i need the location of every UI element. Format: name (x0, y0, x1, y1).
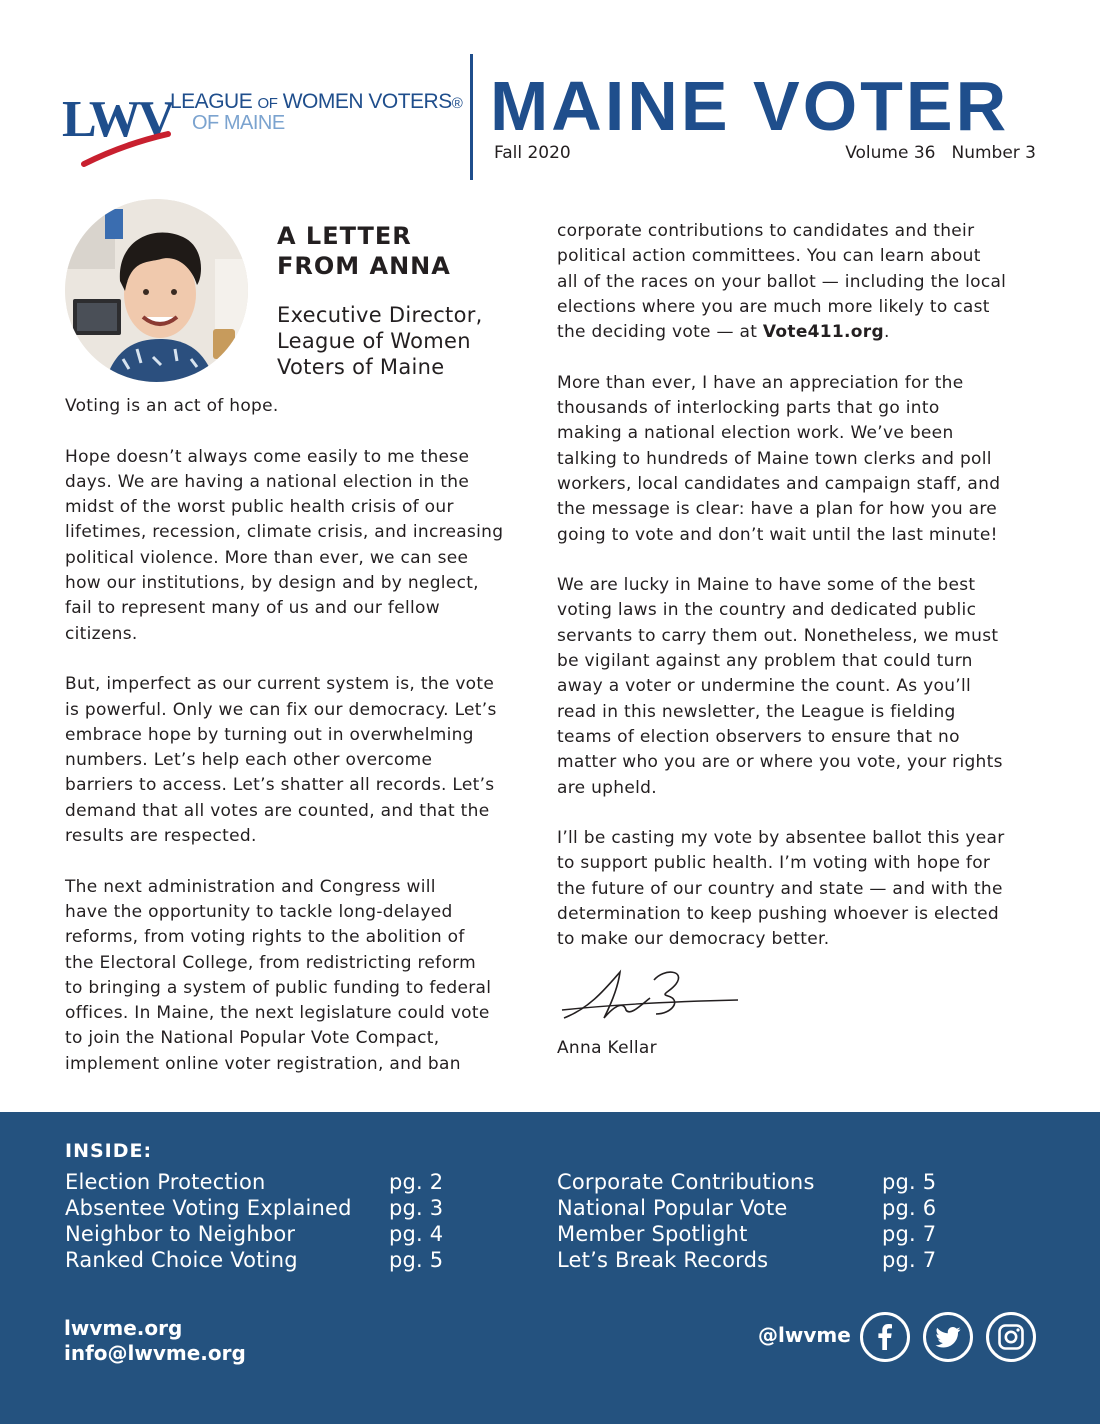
toc-item-page: pg. 6 (882, 1196, 937, 1220)
toc-item-title: Absentee Voting Explained (65, 1196, 352, 1220)
footer-band (0, 1112, 1100, 1424)
toc-item-title: Member Spotlight (557, 1222, 748, 1246)
signer-name: Anna Kellar (557, 1038, 657, 1058)
toc-item-page: pg. 7 (882, 1248, 937, 1272)
issue-number: Number 3 (951, 143, 1036, 163)
lwv-logo[interactable] (62, 80, 462, 170)
author-role: Executive Director, League of Women Voters of Maine (277, 303, 483, 379)
toc-item[interactable] (65, 1195, 444, 1221)
email-link[interactable]: info@lwvme.org (64, 1341, 246, 1365)
header-divider (470, 54, 473, 180)
social-handle: @lwvme (758, 1323, 851, 1347)
toc-item-title: National Popular Vote (557, 1196, 788, 1220)
toc-item-page: pg. 7 (882, 1222, 937, 1246)
letter-paragraph: More than ever, I have an appreciation for the thousands of interlocking parts that go into making a national election work. We’ve been talking to hundreds of Maine town clerks and poll workers, local candidates and campaign staff, and the message is clear: have a plan for how you are going to vote and don’t wait until the last minute! (557, 372, 1001, 545)
lwv-logo-mark (62, 84, 172, 170)
toc-item-page: pg. 3 (389, 1196, 444, 1220)
toc-item-page: pg. 2 (389, 1170, 444, 1194)
newsletter-title: MAINE VOTER (490, 67, 1010, 145)
toc-item[interactable] (557, 1247, 937, 1273)
instagram-glyph (997, 1323, 1025, 1351)
toc-item-page: pg. 5 (882, 1170, 937, 1194)
letter-paragraph: We are lucky in Maine to have some of the best voting laws in the country and dedicated public servants to carry them out. Nonetheless, we must be vigilant against any problem that could turn away a voter or undermine the count. As you’ll read in this newsletter, the League is fielding teams of election observers to ensure that no matter who you are or where you vote, your rights are upheld. (557, 575, 1003, 798)
letter-paragraph: Voting is an act of hope. (65, 396, 279, 416)
logo-org-name: LEAGUE OF WOMEN VOTERS® (170, 90, 463, 113)
masthead-header (0, 0, 1100, 190)
table-of-contents-left (65, 1169, 444, 1273)
facebook-glyph (870, 1322, 900, 1352)
toc-item[interactable] (65, 1221, 444, 1247)
toc-item[interactable] (557, 1221, 937, 1247)
issue-volume: Volume 36 (845, 143, 936, 163)
letter-column-left (65, 394, 533, 1077)
toc-item[interactable] (557, 1169, 937, 1195)
letter-column-right (557, 219, 1037, 953)
toc-item-title: Corporate Contributions (557, 1170, 815, 1194)
author-photo (65, 199, 248, 382)
author-portrait-illustration (65, 199, 248, 382)
website-link[interactable]: lwvme.org (64, 1316, 183, 1340)
vote411-link[interactable]: Vote411.org (762, 322, 884, 343)
toc-item-page: pg. 4 (389, 1222, 444, 1246)
letter-paragraph: I’ll be casting my vote by absentee ballot this year to support public health. I’m voting with hope for the future of our country and state — and with the determination to keep pushing whoever is elected to make our democracy better. (557, 828, 1005, 950)
toc-item-title: Election Protection (65, 1170, 266, 1194)
instagram-icon[interactable] (986, 1312, 1036, 1362)
toc-item-title: Neighbor to Neighbor (65, 1222, 296, 1246)
issue-season: Fall 2020 (494, 143, 571, 163)
letter-paragraph: But, imperfect as our current system is, the vote is powerful. Only we can fix our democracy. Let’s embrace hope by turning out in overwhelming numbers. Let’s help each other overcome barriers to access. Let’s shatter all records. Let’s demand that all votes are counted, and that the results are respected. (65, 674, 497, 847)
issue-volume-number (845, 143, 1036, 163)
svg-text:LWV: LWV (62, 91, 172, 148)
inside-heading: INSIDE: (65, 1140, 153, 1162)
toc-item[interactable] (65, 1247, 444, 1273)
toc-item-title: Let’s Break Records (557, 1248, 769, 1272)
twitter-glyph (933, 1322, 963, 1352)
toc-item-title: Ranked Choice Voting (65, 1248, 298, 1272)
letter-heading: A LETTER FROM ANNA (277, 222, 451, 280)
logo-org-chapter: OF MAINE (192, 112, 285, 134)
facebook-icon[interactable] (860, 1312, 910, 1362)
twitter-icon[interactable] (923, 1312, 973, 1362)
signature (560, 962, 750, 1032)
toc-item-page: pg. 5 (389, 1248, 444, 1272)
letter-paragraph: corporate contributions to candidates and their political action committees. You can learn about all of the races on your ballot — including the local elections where you are much more likely to cast the deciding vote — at Vote411.org. (557, 221, 1007, 343)
table-of-contents-right (557, 1169, 937, 1273)
toc-item[interactable] (557, 1195, 937, 1221)
letter-paragraph: The next administration and Congress will have the opportunity to tackle long-delayed reforms, from voting rights to the abolition of the Electoral College, from redistricting reform to bringing a system of public funding to federal offices. In Maine, the next legislature could vote to join the National Popular Vote Compact, implement online voter registration, and ban (65, 876, 492, 1074)
toc-item[interactable] (65, 1169, 444, 1195)
contact-info (64, 1316, 246, 1366)
letter-paragraph: Hope doesn’t always come easily to me these days. We are having a national election in the midst of the worst public health crisis of our lifetimes, recession, climate crisis, and increasing political violence. More than ever, we can see how our institutions, by design and by neglect, fail to represent many of us and our fellow citizens. (65, 446, 504, 644)
